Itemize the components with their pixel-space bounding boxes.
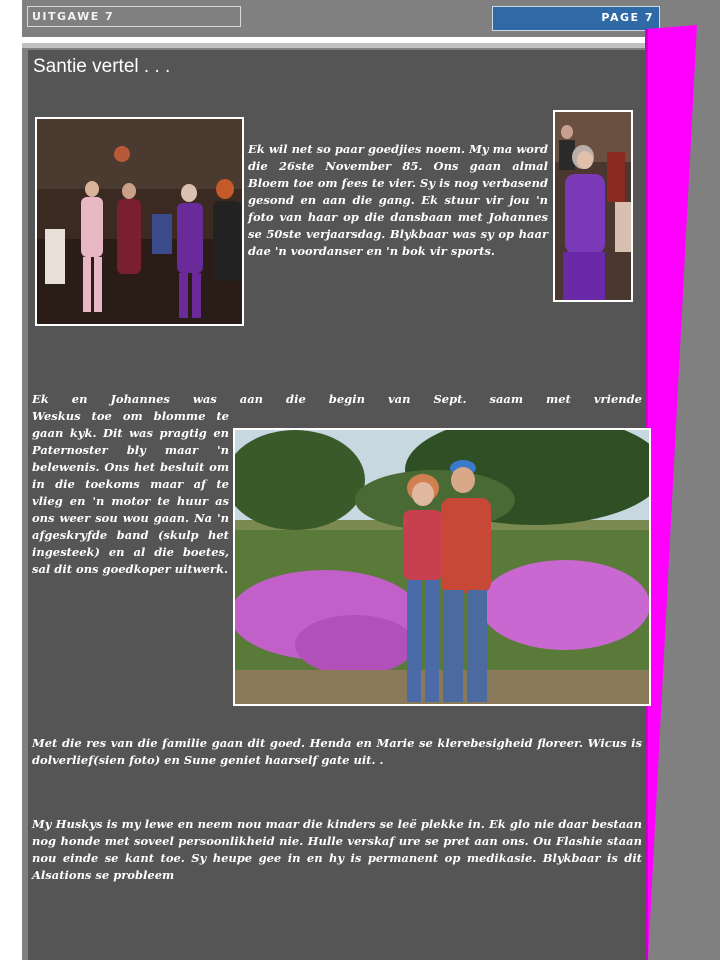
paragraph-weskus-intro: Ek en Johannes was aan die begin van Sept. saam met vriende bbox=[32, 392, 642, 406]
article-title: Santie vertel . . . bbox=[33, 56, 171, 77]
paragraph-weskus-trip: Weskus toe om blomme te gaan kyk. Dit was pragtig en Paternoster bly maar 'n belewenis. Ons het besluit om in die toekoms maar af te vlieg en 'n motor te huur as ons weer sou wou gaan. Na 'n afgeskryfde band (skulp het ingesteek) en al die boetes, sal dit ons goedkoper uitwerk. bbox=[32, 409, 229, 576]
paragraph-family-news: Met die res van die familie gaan dit goed. Henda en Marie se klerebesigheid floreer. Wicus is dolverlief(sien foto) en Sune geniet haarself gate uit. . bbox=[32, 736, 642, 767]
header-rule-shadow bbox=[22, 43, 662, 48]
page-number-badge: PAGE 7 bbox=[492, 6, 660, 31]
couple-flowers-photo bbox=[233, 428, 651, 706]
left-margin-strip bbox=[0, 0, 22, 960]
mother-dancing-photo bbox=[553, 110, 633, 302]
dance-floor-photo bbox=[35, 117, 244, 326]
paragraph-mother-birthday: Ek wil net so paar goedjies noem. My ma word die 26ste November 85. Ons gaan almal Bloem toe om fees te vier. Sy is nog verbasend gesond en aan die gang. Ek stuur vir jou 'n foto van haar op die dansbaan met Johannes se 50ste verjaarsdag. Blykbaar was sy op haar dae 'n voordanser en 'n bok vir sports. bbox=[248, 142, 548, 258]
paragraph-huskies: My Huskys is my lewe en neem nou maar die kinders se leë plekke in. Ek glo nie daar bestaan nog honde met soveel persoonlikheid nie. Hulle verskaf ure se pret aan ons. Ou Flashie staan nou einde se kant toe. Sy heupe gee in en hy is permanent op medikasie. Blykbaar is dit Alsations se probleem bbox=[32, 817, 642, 882]
issue-label: UITGAWE 7 bbox=[27, 6, 241, 27]
